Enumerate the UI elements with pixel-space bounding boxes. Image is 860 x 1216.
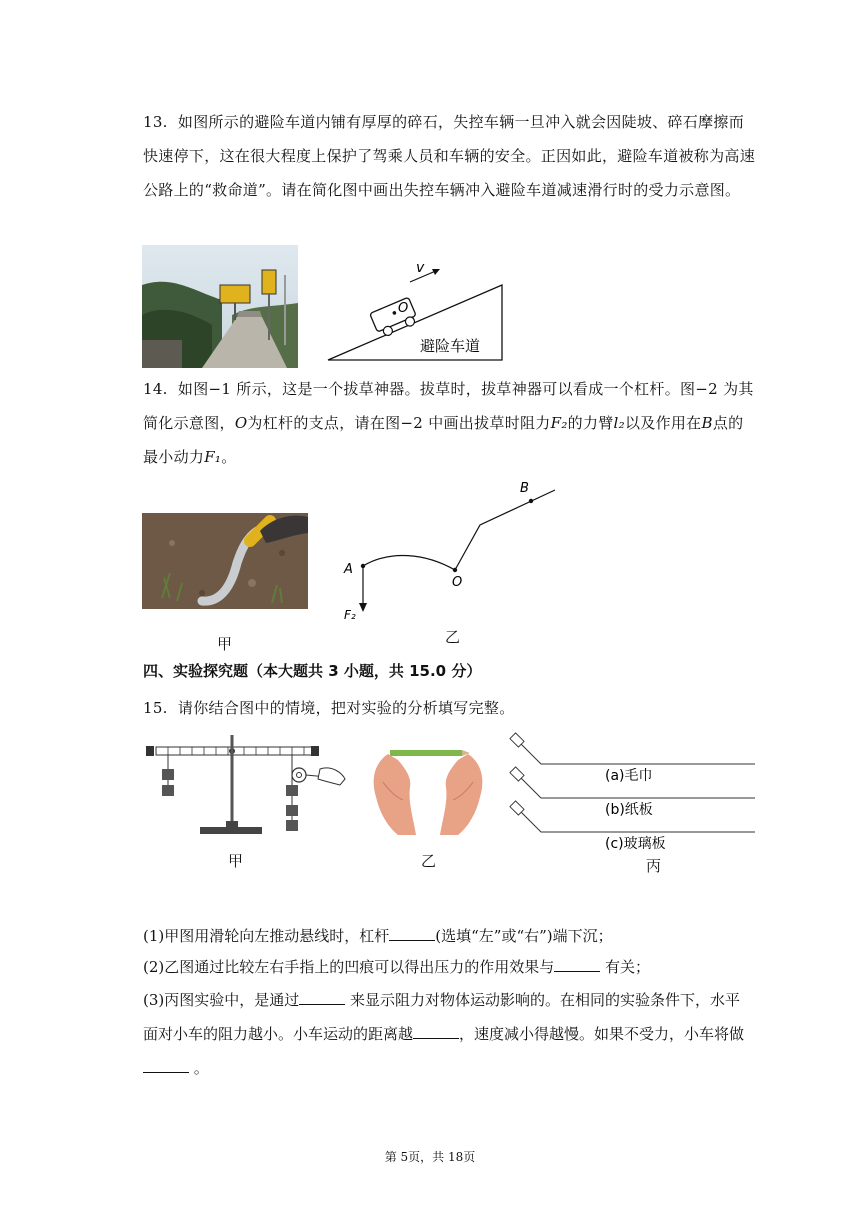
lever-balance-diagram	[142, 735, 347, 845]
force-f1-ref: F₁	[204, 448, 222, 466]
question-text: 如图所示的避险车道内铺有厚厚的碎石，失控车辆一旦冲入就会因陡坡、碎石摩擦而快速停下，这在很大程度上保护了驾乘人员和车辆的安全。正因如此，避险车道被称为高速公路上的“救命道”。请在简化图中画出失控车辆冲入避险车道减速滑行时的受力示意图。	[143, 113, 756, 199]
answer-blank[interactable]	[389, 926, 435, 941]
escape-lane-diagram	[320, 250, 510, 365]
force-f2-ref: F₂	[550, 414, 568, 432]
q15-item-3	[143, 983, 755, 1085]
center-label: O	[398, 301, 409, 316]
item-text: 。	[189, 1059, 209, 1077]
question-13	[143, 105, 755, 207]
point-o-label: O	[452, 575, 463, 590]
point-b-label: B	[520, 481, 529, 496]
item-text: (1)甲图用滑轮向左推动悬线时，杠杆	[143, 927, 390, 945]
page-footer: 第 5页，共 18页	[384, 1150, 476, 1164]
item-text: (选填“左”或“右”)端下沉；	[435, 927, 613, 945]
question-text: 的力臂	[567, 414, 614, 432]
surface-towel-label: (a)毛巾	[605, 768, 653, 784]
car-icon	[370, 297, 419, 339]
item-text: (2)乙图通过比较左右手指上的凹痕可以得出压力的作用效果与	[143, 958, 555, 976]
lever-diagram	[330, 478, 570, 628]
lever-arm-curve	[363, 555, 455, 570]
q15-item-1	[143, 919, 755, 953]
friction-surfaces-diagram	[505, 732, 755, 850]
point-o-ref: O	[234, 414, 248, 432]
caption-jia: 甲	[217, 635, 233, 653]
question-15	[143, 691, 755, 725]
item-text: 有关；	[600, 958, 651, 976]
item-text: ，速度减小得越慢。如果不受力，小车将做	[459, 1025, 745, 1043]
question-14	[143, 372, 755, 474]
item-text: (3)丙图实验中，是通过	[143, 991, 300, 1009]
force-f2-label: F₂	[344, 608, 356, 622]
question-text: 以及作用在	[624, 414, 702, 432]
answer-blank[interactable]	[413, 1024, 459, 1039]
question-text: 点的最小动力	[143, 414, 744, 466]
caption-bing-15: 丙	[646, 857, 662, 875]
answer-blank[interactable]	[554, 957, 600, 972]
answer-blank[interactable]	[143, 1058, 189, 1073]
question-text: 如图−1 所示，这是一个拔草神器。拔草时，拔草神器可以看成一个杠杆。图−2 为其简化示意图，	[143, 380, 754, 432]
pencil-pressure-diagram	[368, 742, 488, 837]
question-number: 15.	[143, 699, 168, 717]
q15-item-2	[143, 950, 755, 984]
caption-jia-15: 甲	[228, 852, 244, 870]
arm-l2-ref: l₂	[613, 414, 625, 432]
point-b-ref: B	[701, 414, 713, 432]
question-number: 13.	[143, 113, 168, 131]
surface-cardboard-label: (b)纸板	[605, 802, 653, 818]
escape-lane-photo	[142, 245, 298, 368]
question-text: 为杠杆的支点，请在图−2 中画出拔草时阻力	[247, 414, 551, 432]
answer-blank[interactable]	[299, 990, 345, 1005]
question-text: 。	[221, 448, 237, 466]
item-text: 来显示阻力对物体运动影响的。在相同的实验条件下，水平面对小车的阻力越小。小车运动的距离越	[143, 991, 741, 1043]
caption-yi-15: 乙	[421, 852, 437, 870]
velocity-label: v	[416, 260, 425, 276]
weed-puller-photo	[142, 513, 308, 609]
question-number: 14.	[143, 380, 168, 398]
lever-arm-handle	[455, 490, 555, 570]
question-text: 请你结合图中的情境，把对实验的分析填写完整。	[177, 699, 515, 717]
surface-glass-label: (c)玻璃板	[605, 836, 666, 850]
section-title: 四、实验探究题（本大题共 3 小题，共 15.0 分）	[143, 662, 482, 680]
point-a-label: A	[344, 562, 353, 577]
ramp-label: 避险车道	[420, 337, 481, 355]
caption-yi: 乙	[445, 628, 461, 646]
